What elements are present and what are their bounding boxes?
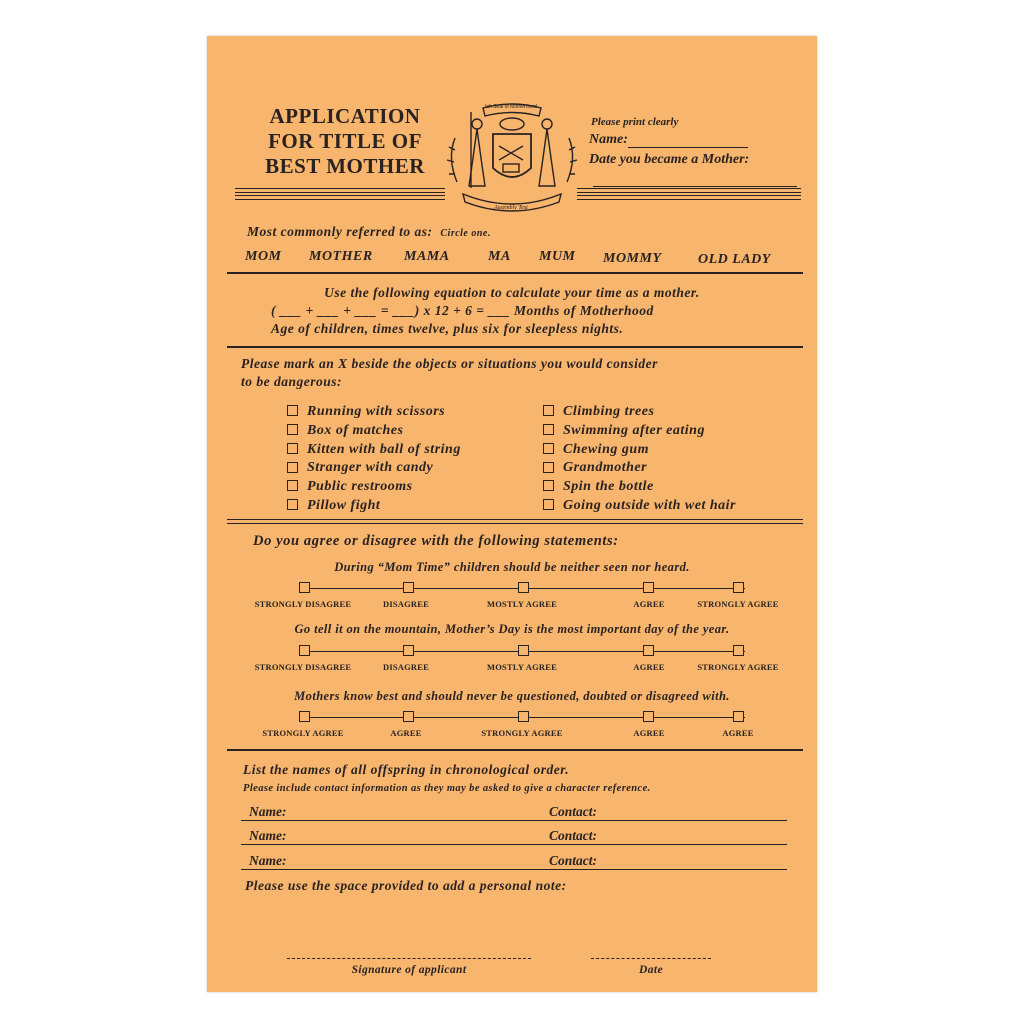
dangerous-prompt-2: to be dangerous:: [241, 374, 343, 389]
title-line-3: BEST MOTHER: [265, 154, 425, 178]
danger-item-label: Kitten with ball of string: [307, 441, 461, 457]
checkbox[interactable]: [543, 499, 554, 510]
checkbox[interactable]: [287, 462, 298, 473]
checkbox[interactable]: [543, 405, 554, 416]
danger-item[interactable]: [287, 459, 461, 478]
header-rule-left: [235, 188, 445, 193]
scale-2-label: AGREE: [633, 662, 665, 672]
danger-item-label: Chewing gum: [563, 441, 650, 457]
option-mommy[interactable]: MOMMY: [603, 251, 662, 266]
offspring-row[interactable]: [241, 804, 787, 821]
scale-box[interactable]: [299, 645, 310, 656]
signature-line[interactable]: [287, 958, 531, 959]
option-ma[interactable]: MA: [488, 249, 511, 264]
checkbox[interactable]: [287, 480, 298, 491]
name-line[interactable]: [628, 133, 748, 148]
danger-item[interactable]: [287, 441, 461, 460]
option-mother[interactable]: MOTHER: [309, 249, 373, 264]
danger-item-label: Grandmother: [563, 460, 648, 476]
danger-item-label: Going outside with wet hair: [563, 497, 736, 513]
offspring-name-label: Name:: [249, 828, 287, 843]
danger-item-label: Public restrooms: [307, 479, 413, 495]
offspring-note: Please include contact information as they may be asked to give a character reference.: [243, 783, 651, 794]
title-line-1: APPLICATION: [269, 104, 421, 128]
checkbox[interactable]: [543, 443, 554, 454]
danger-item[interactable]: [543, 403, 736, 422]
scale-box[interactable]: [518, 645, 529, 656]
dangerous-prompt-1: Please mark an X beside the objects or situations you would consider: [241, 356, 658, 371]
scale-1-label: AGREE: [633, 599, 665, 609]
scale-3-label: AGREE: [390, 728, 422, 738]
option-mum[interactable]: MUM: [539, 249, 576, 264]
offspring-contact-label: Contact:: [549, 853, 598, 868]
referred-prompt: [247, 224, 491, 240]
danger-item[interactable]: [287, 497, 461, 516]
state-seal-icon: [443, 98, 581, 216]
application-form: [207, 36, 817, 992]
checkbox[interactable]: [543, 462, 554, 473]
danger-item[interactable]: [543, 497, 736, 516]
danger-item[interactable]: [287, 422, 461, 441]
scale-3-label: AGREE: [633, 728, 665, 738]
referred-prompt-text: Most commonly referred to as:: [247, 224, 433, 239]
danger-item[interactable]: [543, 422, 736, 441]
danger-item[interactable]: [543, 478, 736, 497]
header-rule-right: [577, 188, 801, 193]
checkbox[interactable]: [543, 424, 554, 435]
referred-hint: Circle one.: [440, 228, 491, 239]
dangerous-list-right: [543, 403, 736, 516]
scale-box[interactable]: [403, 711, 414, 722]
divider-2: [227, 346, 803, 348]
scale-box[interactable]: [299, 711, 310, 722]
scale-1-label: STRONGLY AGREE: [697, 599, 779, 609]
danger-item[interactable]: [287, 403, 461, 422]
statement-1: During “Mom Time” children should be neither seen nor heard.: [334, 560, 690, 574]
checkbox[interactable]: [287, 405, 298, 416]
dangerous-list-left: [287, 403, 461, 516]
option-mama[interactable]: MAMA: [404, 249, 450, 264]
date-became-label: Date you became a Mother:: [589, 152, 750, 167]
danger-item-label: Pillow fight: [307, 497, 381, 513]
scale-box[interactable]: [403, 582, 414, 593]
seal-banner-top: Ich Seal of Motherhood: [485, 104, 537, 110]
divider-1: [227, 272, 803, 274]
scale-3-label: AGREE: [722, 728, 754, 738]
scale-2: [299, 645, 745, 659]
scale-box[interactable]: [733, 711, 744, 722]
offspring-name-label: Name:: [249, 853, 287, 868]
scale-box[interactable]: [643, 582, 654, 593]
scale-box[interactable]: [643, 711, 654, 722]
offspring-name-label: Name:: [249, 804, 287, 819]
offspring-contact-label: Contact:: [549, 804, 598, 819]
seal-banner-bottom: Assembly Test: [494, 205, 528, 211]
scale-1-label: MOSTLY AGREE: [486, 599, 558, 609]
equation-legend: Age of children, times twelve, plus six for sleepless nights.: [271, 321, 624, 336]
personal-note-prompt: Please use the space provided to add a personal note:: [245, 878, 567, 893]
statement-2: Go tell it on the mountain, Mother’s Day is the most important day of the year.: [294, 622, 730, 636]
scale-2-label: STRONGLY DISAGREE: [254, 662, 352, 672]
danger-item-label: Box of matches: [307, 422, 404, 438]
danger-item[interactable]: [543, 441, 736, 460]
scale-box[interactable]: [643, 645, 654, 656]
print-clearly-note: Please print clearly: [591, 116, 679, 128]
statement-3: Mothers know best and should never be questioned, doubted or disagreed with.: [294, 689, 730, 703]
option-old-lady[interactable]: OLD LADY: [698, 252, 771, 267]
checkbox[interactable]: [287, 443, 298, 454]
personal-note-area[interactable]: [245, 898, 785, 958]
danger-item-label: Climbing trees: [563, 404, 655, 419]
header-rule-left-2: [235, 195, 445, 200]
equation-instructions: Use the following equation to calculate your time as a mother.: [324, 285, 700, 300]
danger-item-label: Swimming after eating: [563, 422, 705, 438]
checkbox[interactable]: [287, 499, 298, 510]
scale-box[interactable]: [518, 711, 529, 722]
danger-item[interactable]: [543, 459, 736, 478]
checkbox[interactable]: [287, 424, 298, 435]
date-line[interactable]: [591, 958, 711, 959]
scale-2-label: DISAGREE: [382, 662, 429, 672]
danger-item[interactable]: [287, 478, 461, 497]
title-line-2: FOR TITLE OF: [268, 129, 422, 153]
equation-formula[interactable]: ( ___ + ___ + ___ = ___) x 12 + 6 = ___ Months of Motherhood: [271, 303, 654, 318]
danger-item-label: Running with scissors: [307, 404, 446, 419]
date-label: Date: [639, 964, 663, 976]
header-rule-right-2: [577, 195, 801, 200]
offspring-row[interactable]: [241, 828, 787, 845]
scale-box[interactable]: [733, 582, 744, 593]
danger-item-label: Spin the bottle: [563, 479, 654, 495]
date-became-line[interactable]: [593, 172, 797, 187]
form-title: [245, 104, 445, 179]
offspring-contact-label: Contact:: [549, 828, 598, 843]
signature-label: Signature of applicant: [351, 964, 467, 976]
scale-1-label: STRONGLY DISAGREE: [254, 599, 352, 609]
scale-3-label: STRONGLY AGREE: [262, 728, 344, 738]
scale-box[interactable]: [403, 645, 414, 656]
scale-3: [299, 711, 745, 725]
scale-box[interactable]: [518, 582, 529, 593]
checkbox[interactable]: [543, 480, 554, 491]
agree-prompt: Do you agree or disagree with the following statements:: [253, 533, 619, 549]
scale-3-label: STRONGLY AGREE: [481, 728, 563, 738]
name-field[interactable]: [589, 132, 748, 148]
divider-3: [227, 519, 803, 524]
divider-4: [227, 749, 803, 751]
scale-box[interactable]: [299, 582, 310, 593]
name-label: Name:: [589, 132, 628, 147]
offspring-row[interactable]: [241, 853, 787, 870]
danger-item-label: Stranger with candy: [307, 460, 434, 476]
scale-2-label: MOSTLY AGREE: [486, 662, 558, 672]
option-mom[interactable]: MOM: [245, 249, 282, 264]
scale-1-label: DISAGREE: [382, 599, 429, 609]
offspring-prompt: List the names of all offspring in chronological order.: [243, 762, 570, 777]
scale-2-label: STRONGLY AGREE: [697, 662, 779, 672]
scale-box[interactable]: [733, 645, 744, 656]
scale-1: [299, 582, 745, 596]
